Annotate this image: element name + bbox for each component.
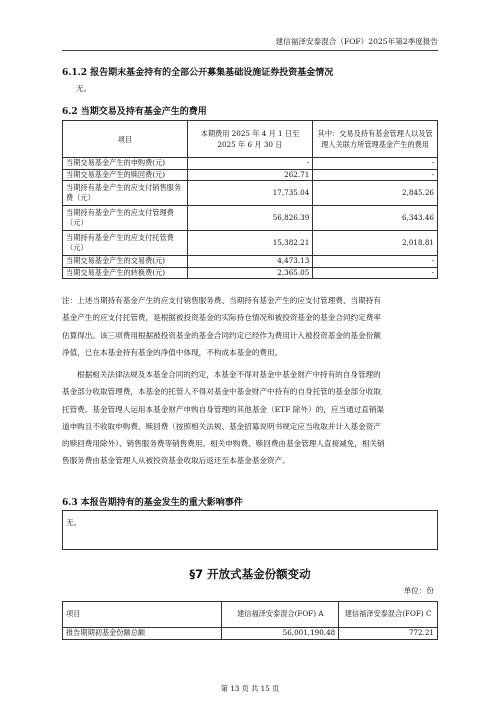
section-6-3-content: 无。 — [66, 518, 82, 527]
row-value-a: 56,001,190.48 — [222, 628, 339, 640]
row-item: 当期持有基金产生的应支付销售服务费（元） — [63, 181, 188, 206]
fee-table — [62, 120, 438, 279]
section-6-3-title: 6.3 本报告期持有的基金发生的重大影响事件 — [62, 498, 243, 508]
para-line: 托管费。基金管理人运用本基金财产申购自身管理的其他基金（ETF 除外）的，应当通过直销渠 — [62, 404, 385, 414]
row-item: 当期持有基金产生的应支付管理费（元） — [63, 206, 188, 231]
table-row — [63, 256, 438, 268]
table-row — [63, 628, 438, 640]
row-related-value: - — [313, 256, 438, 268]
note-line: 注：上述当期持有基金产生的应支付销售服务费、当期持有基金产生的应支付管理费、当期持有 — [62, 296, 381, 305]
share-col-c: 建信福泽安泰混合(FOF) C — [339, 602, 438, 628]
unit-label: 单位：份 — [403, 586, 434, 595]
table-row — [63, 158, 438, 170]
row-related-value: 6,343.46 — [313, 206, 438, 231]
row-related-value: - — [313, 169, 438, 181]
fee-col-current: 本期费用 2025 年 4 月 1 日至 2025 年 6 月 30 日 — [187, 121, 313, 158]
row-item: 当期交易基金产生的申购费(元) — [63, 158, 188, 170]
row-value: 4,473.13 — [187, 256, 313, 268]
fee-table-header — [63, 121, 438, 158]
para-line: 根据相关法律法规及本基金合同的约定，本基金不得对基金中基金财产中持有的自身管理的 — [77, 370, 381, 379]
section-7-title: §7 开放式基金份额变动 — [189, 567, 311, 581]
fee-col-related: 其中：交易及持有基金管理人以及管理人关联方所管理基金产生的费用 — [313, 121, 438, 158]
section-6-1-2-content: 无。 — [76, 84, 92, 93]
note-line: 净值，已在本基金持有基金的净值中体现，不构成本基金的费用。 — [62, 347, 283, 357]
table-row — [63, 267, 438, 279]
row-value-c: 772.21 — [339, 628, 438, 640]
row-value: 17,735.04 — [187, 181, 313, 206]
row-item: 当期交易基金产生的交易费(元) — [63, 256, 188, 268]
section-6-3-box — [62, 510, 438, 550]
section-6-2-title: 6.2 当期交易及持有基金产生的费用 — [62, 107, 207, 117]
share-col-a: 建信福泽安泰混合(FOF) A — [222, 602, 339, 628]
table-row — [63, 181, 438, 206]
para-line: 售服务费由基金管理人从被投资基金收取后返还至本基金基金资产。 — [62, 456, 290, 466]
row-value: 2,365.05 — [187, 267, 313, 279]
row-item: 当期交易基金产生的转换费(元) — [63, 267, 188, 279]
row-value: 262.71 — [187, 169, 313, 181]
para-line: 的赎回费用除外）、销售服务费等销售费用。相关申购费、赎回费由基金管理人直接减免，相关销 — [62, 439, 385, 449]
row-related-value: 2,018.81 — [313, 231, 438, 256]
para-line: 道申购且不收取申购费、赎回费（按照相关法规、基金招募说明书规定应当收取并计入基金资产 — [62, 421, 381, 431]
row-item: 当期持有基金产生的应支付托管费（元） — [63, 231, 188, 256]
page-header: 建信福泽安泰混合（FOF）2025年第2季度报告 — [62, 36, 438, 51]
share-change-table — [62, 601, 438, 640]
para-line: 基金部分收取管理费，本基金的托管人不得对基金中基金财产中持有的自身托管的基金部分收取 — [62, 387, 381, 397]
fee-explanation — [62, 366, 438, 470]
row-related-value: 2,845.26 — [313, 181, 438, 206]
row-related-value: - — [313, 267, 438, 279]
table-row — [63, 169, 438, 181]
row-value: 56,826.39 — [187, 206, 313, 231]
page-footer: 第 13 页 共 15 页 — [220, 684, 280, 693]
note-line: 估算得出。该三项费用根据被投资基金的基金合同约定已经作为费用计入被投资基金的基金份额 — [62, 330, 381, 340]
row-related-value: - — [313, 158, 438, 170]
row-value: 15,382.21 — [187, 231, 313, 256]
row-item: 报告期期初基金份额总额 — [63, 628, 222, 640]
section-6-1-2-title: 6.1.2 报告期末基金持有的全部公开募集基础设施证券投资基金情况 — [62, 68, 334, 78]
note-line: 基金产生的应支付托管费，是根据被投资基金的实际持仓情况和被投资基金的基金合同约定费率 — [62, 313, 381, 323]
fee-note — [62, 292, 438, 361]
row-item: 当期交易基金产生的赎回费(元) — [63, 169, 188, 181]
share-col-item: 项目 — [63, 602, 222, 628]
share-table-header — [63, 602, 438, 628]
table-row — [63, 206, 438, 231]
row-value: - — [187, 158, 313, 170]
fee-col-item: 项目 — [63, 121, 188, 158]
table-row — [63, 231, 438, 256]
